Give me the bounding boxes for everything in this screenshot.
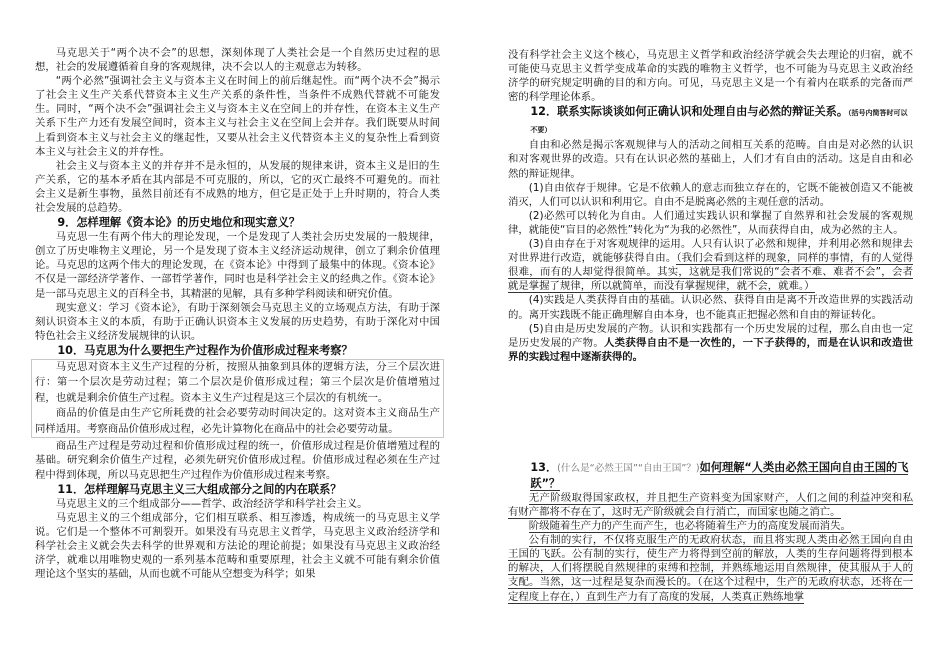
paragraph: 马克思一生有两个伟大的理论发现，一个是发现了人类社会历史发展的一般规律，创立了历史唯物主义理论，另一个是发现了资本主义经济运动规律，创立了剩余价值理论。马克思的这两个伟大的理论发现，在《资本论》中得到了最集中的体现。《资本论》不仅是一部经济学著作、一部哲学著作，同时也是科学社会主义的经典之作。《资本论》是一部马克思主义的百科全书，其精湛的见解，具有多种学科阅读和研究价值。: [35, 231, 440, 300]
heading-note: （括号内简答时可以不要）: [530, 109, 908, 135]
question-heading-13: [508, 460, 913, 491]
heading-text: 如何理解“人类由必然王国向自由王国的飞跃”？: [530, 460, 909, 490]
paragraph: “两个必然”强调社会主义与资本主义在时间上的前后继起性。而“两个决不会”揭示了社会主义生产关系代替资本主义生产关系的条件性，当条件不成熟代替就不可能发生。同时，“两个决不会”强调社会主义与资本主义在空间上的并存性，在资本主义生产关系下生产力还有发展空间时，资本主义与社会主义在空间上会并存。我们既要从时间上看到资本主义与社会主义的继起性，又要从社会主义代替资本主义的复杂性上看到资本主义与社会主义的并存性。: [35, 75, 440, 158]
question-heading-9: 9．怎样理解《资本论》的历史地位和现实意义？: [57, 216, 301, 230]
paragraph: 马克思对资本主义生产过程的分析，按照从抽象到具体的逻辑方法，分三个层次进行：第一个层次是劳动过程；第二个层次是价值形成过程；第三个层次是价值增殖过程，也就是剩余价值生产过程。资本主义生产过程是这三个层次的有机统一。: [35, 360, 440, 404]
paragraph: 社会主义与资本主义的并存并不是永恒的，从发展的规律来讲，资本主义是旧的生产关系，它的基本矛盾在其内部是不可克服的，所以，它的灭亡最终不可避免的。而社会主义是新生事物，虽然目前还有不成熟的地方，但它是正处于上升时期的，符合人类社会发展的总趋势。: [35, 159, 440, 215]
paragraph: 没有科学社会主义这个核心，马克思主义哲学和政治经济学就会失去理论的归宿，就不可能使马克思主义哲学变成革命的实践的唯物主义哲学，也不可能为马克思主义政治经济学的研究规定明确的目的和方向。可见，马克思主义是一个有着内在联系的完备而严密的科学理论体系。: [508, 49, 913, 104]
paragraph: 自由和必然是揭示客观规律与人的活动之间相互关系的范畴。自由是对必然的认识和对客观世界的改造。只有在认识必然的基础上，人们才有自由的活动。这是自由和必然的辩证规律。: [508, 139, 913, 180]
paragraph: 马克思关于“两个决不会”的思想，深刻体现了人类社会是一个自然历史过程的思想，社会的发展遵循着自身的客观规律，决不会以人的主观意志为转移。: [35, 47, 440, 74]
blank-space: [508, 364, 913, 460]
underlined-aside: （我们会看到这样的现象，同样的事情，有的人觉得很难，而有的人却觉得很简单。其实，这就是我们常说的“会者不难、难者不会”，会者就是掌握了规律，所以就简单，而没有掌握规律，就不会，就难。）: [508, 252, 913, 293]
emphasized-text: 人类获得自由不是一次性的，一下子获得的，而是在认识和改造世界的实践过程中逐渐获得的。: [508, 336, 914, 363]
paragraph: 马克思主义的三个组成部分——哲学、政治经济学和科学社会主义。: [55, 497, 368, 510]
underlined-text: 公有制的实行，不仅将克服生产的无政府状态，而且将实现人类由必然王国向自由王国的飞跃。公有制的实行，使生产力将得到空前的解放，人类的生存问题将得到根本的解决，人们将摆脱自然规律的束缚和控制，并熟练地运用自然规律，使其服从于人的支配。当然，这一过程是复杂而漫长的。（在这个过程中，生产的无政府状态，还将在一定程度上存在，）直到生产力有了高度的发展，人类真正熟练地掌: [508, 534, 913, 603]
paragraph: (2)必然可以转化为自由。人们通过实践认识和掌握了自然界和社会发展的客观规律，就能使“盲目的必然性”转化为“为我的必然性”，从而获得自由，成为必然的主人。: [508, 209, 913, 236]
paragraph: [508, 322, 913, 364]
underlined-text: 无产阶级取得国家政权，并且把生产资料变为国家财产，人们之间的利益冲突和私有财产都将不存在了，这时无产阶级就会自行消亡，而国家也随之消亡。: [508, 491, 913, 518]
paragraph: 商品的价值是由生产它所耗费的社会必要劳动时间决定的。这对资本主义商品生产同样适用。考察商品价值形成过程，必先计算物化在商品中的社会必要劳动量。: [35, 407, 440, 435]
underlined-text: 阶级随着生产力的产生而产生，也必将随着生产力的高度发展而消失。: [528, 520, 851, 533]
paragraph: [508, 237, 913, 293]
right-column: [508, 48, 913, 604]
left-column: [35, 46, 440, 581]
question-heading-10: 10．马克思为什么要把生产过程作为价值形成过程来考察？: [57, 343, 353, 357]
paragraph: [508, 533, 913, 603]
paragraph-text: (5)自由是历史发展的产物。认识和实践都有一个历史发展的过程，那么自由也一定是历史发展的产物。: [508, 322, 913, 349]
paragraph: 马克思主义的三个组成部分，它们相互联系、相互渗透，构成统一的马克思主义学说。它们是一个整体不可割裂开。如果没有马克思主义哲学，马克思主义政治经济学和科学社会主义就会失去科学的世界观和方法论的理论前提；如果没有马克思主义政治经济学，就难以用唯物史观的一系列基本范畴和重要原理，社会主义就不可能有剩余价值理论这个坚实的基础，从而也就不可能从空想变为科学；如果: [35, 511, 440, 581]
question-heading-11: 11．怎样理解马克思主义三大组成部分之间的内在联系？: [57, 482, 342, 496]
paragraph-text: (3)自由存在于对客观规律的运用。人只有认识了必然和规律，并利用必然和规律去对世界进行改造，就能够获得自由。: [508, 238, 913, 265]
heading-number: 13．: [530, 460, 558, 474]
paragraph: 商品生产过程是劳动过程和价值形成过程的统一，价值形成过程是价值增殖过程的基础。研究剩余价值生产过程，必须先研究价值形成过程。价值形成过程必须在生产过程中得到体现，所以马克思把生产过程作为价值形成过程来考察。: [35, 440, 440, 481]
paragraph: 现实意义：学习《资本论》，有助于深刻领会马克思主义的立场观点方法，有助于深刻认识资本主义的本质，有助于正确认识资本主义发展的历史趋势，有助于深化对中国特色社会主义经济发展规律的认识。: [35, 301, 440, 342]
paragraph: [508, 491, 913, 519]
heading-text: 12．联系实际谈谈如何正确认识和处理自由与必然的辩证关系。: [530, 105, 849, 119]
paragraph: [508, 519, 913, 533]
question-heading-12: [508, 104, 913, 138]
heading-aside: (什么是“必然王国”“自由王国”？): [557, 462, 700, 474]
paragraph: (1)自由依存于规律。它是不依赖人的意志而独立存在的，它既不能被创造又不能被消灭，人们可以认识和利用它。自由不是脱离必然的主观任意的活动。: [508, 181, 913, 208]
boxed-passage: [31, 359, 444, 439]
paragraph: (4)实践是人类获得自由的基础。认识必然、获得自由是离不开改造世界的实践活动的。离开实践既不能正确理解自由本身，也不能真正把握必然和自由的辩证转化。: [508, 294, 913, 321]
